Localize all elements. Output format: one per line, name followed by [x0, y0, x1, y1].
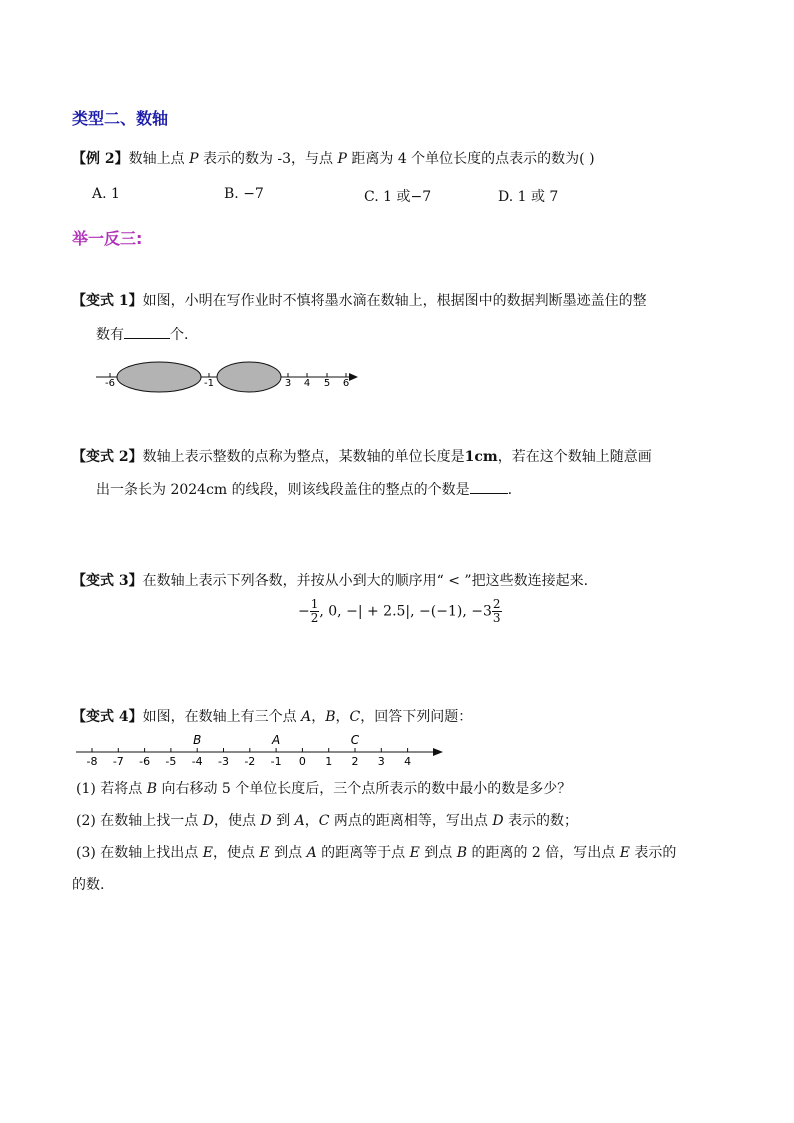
point-p: P: [337, 151, 347, 167]
variant-4-text: ，回答下列问题：: [360, 709, 473, 725]
axis-tick-label: -8: [86, 755, 98, 768]
point-label-a: A: [271, 733, 281, 747]
variant-2-text: 数轴上表示整数的点称为整点，某数轴的单位长度是: [142, 449, 465, 465]
question-1: (1) 若将点 B 向右移动 5 个单位长度后，三个点所表示的数中最小的数是多少？: [76, 781, 572, 797]
point-a: A: [301, 709, 312, 725]
variant-4-line1: [72, 706, 472, 726]
answer-blank[interactable]: [124, 324, 170, 339]
point-label-c: C: [350, 733, 360, 747]
fraction-two-thirds: $\frac{2}{3}$: [492, 597, 501, 625]
variant-3-label: 【变式 3】: [72, 573, 143, 589]
answer-blank[interactable]: [470, 479, 508, 494]
point-label-b: B: [193, 733, 202, 747]
axis-label: -1: [204, 378, 214, 389]
axis-label: -6: [105, 378, 115, 389]
axis-label: 5: [323, 378, 331, 389]
axis-tick-label: 4: [404, 755, 412, 768]
variant-2-text: .: [507, 482, 513, 498]
ink-blot-left: [117, 362, 201, 392]
variant-3-line1: [72, 570, 588, 590]
option-c: C. 1 或−7: [364, 189, 432, 205]
axis-tick-label: -7: [112, 755, 124, 768]
section-title: 类型二、数轴: [72, 109, 169, 128]
axis-tick-label: -6: [139, 755, 151, 768]
option-b: B. −7: [224, 186, 264, 202]
variant-3-text: 在数轴上表示下列各数，并按从小到大的顺序用“ < ”把这些数连接起来.: [142, 573, 589, 589]
variant-2-label: 【变式 2】: [72, 449, 143, 465]
separator: ，: [311, 709, 326, 725]
question-3: (3) 在数轴上找出点 E，使点 E 到点 A 的距离等于点 E 到点 B 的距离的 2 倍，写出点 E 表示的: [76, 845, 677, 861]
variant-2-line2: [96, 479, 512, 499]
unit-text: 1cm: [464, 449, 498, 465]
option-a: A. 1: [92, 186, 120, 202]
variant-2-line1: [72, 446, 652, 466]
axis-tick-label: -1: [270, 755, 282, 768]
number-list-text: , 0, −| + 2.5|, −(−1), −3: [319, 603, 492, 620]
variant-1-text: 个.: [170, 327, 189, 343]
axis-tick-label: -3: [218, 755, 229, 768]
example-text: 距离为 4 个单位长度的点表示的数为( ): [346, 151, 595, 167]
axis-tick-label: -4: [191, 755, 203, 768]
minus-sign: −: [298, 603, 310, 620]
variant-4-text: 如图，在数轴上有三个点: [142, 709, 302, 725]
question-3-cont: 的数.: [72, 877, 105, 893]
variant-1-text: 如图，小明在写作业时不慎将墨水滴在数轴上，根据图中的数据判断墨迹盖住的整: [142, 293, 647, 309]
point-b: B: [325, 709, 336, 725]
variant-4-label: 【变式 4】: [72, 709, 143, 725]
axis-tick-label: -5: [165, 755, 177, 768]
axis-tick-label: 3: [377, 755, 385, 768]
separator: ，: [335, 709, 350, 725]
axis-tick-label: 1: [325, 755, 333, 768]
example-2-question: [72, 148, 595, 168]
axis-tick-label: 0: [298, 755, 306, 768]
number-list: [298, 598, 502, 625]
ink-blot-right: [217, 362, 281, 392]
variant-1-line2: [96, 324, 188, 344]
point-c: C: [349, 709, 361, 725]
question-2: (2) 在数轴上找一点 D，使点 D 到 A，C 两点的距离相等，写出点 D 表示的数；: [76, 813, 578, 829]
variant-1-label: 【变式 1】: [72, 293, 143, 309]
option-d: D. 1 或 7: [498, 189, 559, 205]
example-text: 表示的数为 -3，与点: [198, 151, 338, 167]
practice-title: 举一反三:: [72, 229, 143, 248]
axis-label: 3: [284, 378, 292, 389]
axis-tick-label: 2: [351, 755, 359, 768]
axis-label: 6: [342, 378, 350, 389]
axis-label: 4: [303, 378, 311, 389]
example-label: 【例 2】: [72, 151, 129, 167]
axis-tick-label: -2: [244, 755, 256, 768]
fraction-half: $\frac{1}{2}$: [310, 597, 319, 625]
variant-1-text: 数有: [96, 327, 124, 343]
variant-2-text: 出一条长为 2024cm 的线段，则该线段盖住的整点的个数是: [96, 482, 470, 498]
variant-1-line1: [72, 290, 647, 310]
example-text: 数轴上点: [128, 151, 190, 167]
point-p: P: [189, 151, 199, 167]
ink-number-line: [90, 360, 365, 400]
abc-number-line: [70, 730, 450, 772]
variant-2-text: ，若在这个数轴上随意画: [497, 449, 652, 465]
